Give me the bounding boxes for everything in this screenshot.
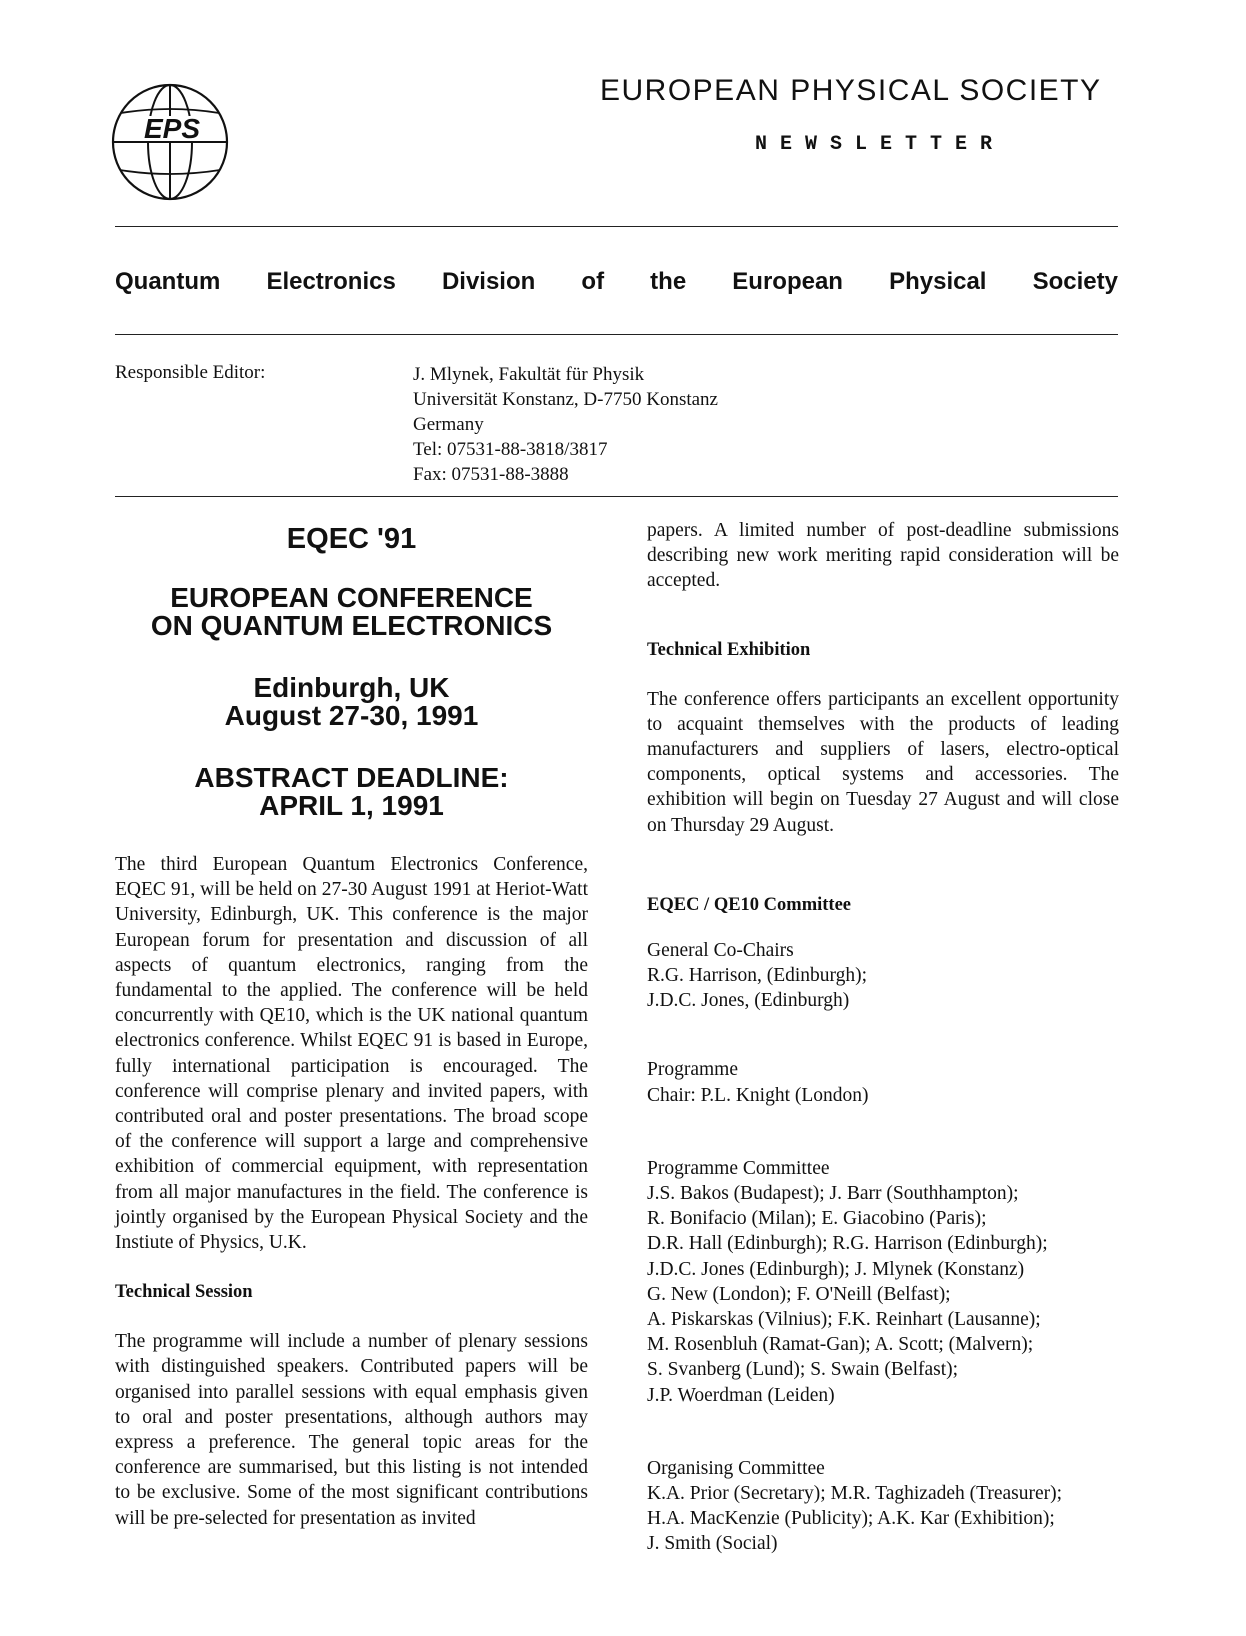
editor-address [413, 362, 718, 487]
eps-globe-logo [108, 80, 232, 204]
org-title: EUROPEAN PHYSICAL SOCIETY [600, 74, 1102, 107]
committee-line: Programme [647, 1059, 738, 1081]
division-word: Physical [889, 268, 987, 295]
division-word: Quantum [115, 268, 221, 295]
committee-line: S. Svanberg (Lund); S. Swain (Belfast); [647, 1359, 959, 1381]
committee-line: J.P. Woerdman (Leiden) [647, 1384, 835, 1406]
editor-line: Fax: 07531-88-3888 [413, 464, 569, 485]
logo-text: EPS [143, 113, 201, 144]
committee-line: Programme Committee [647, 1157, 830, 1179]
division-word: Electronics [266, 268, 396, 295]
committee-line: Organising Committee [647, 1457, 825, 1479]
divider-bottom [115, 496, 1118, 497]
committee-line: Chair: P.L. Knight (London) [647, 1084, 869, 1106]
committee-line: J.S. Bakos (Budapest); J. Barr (Southhampton); [647, 1183, 1019, 1205]
editor-line: Universität Konstanz, D-7750 Konstanz [413, 389, 718, 410]
headline-deadline [115, 764, 588, 820]
right-column [647, 518, 1119, 1557]
division-word: of [581, 268, 605, 295]
editor-label: Responsible Editor: [115, 362, 266, 383]
general-cochairs-block [647, 938, 1119, 1014]
headline-line: EUROPEAN CONFERENCE [170, 582, 533, 613]
technical-exhibition-heading: Technical Exhibition [647, 639, 811, 660]
committee-line: R. Bonifacio (Milan); E. Giacobino (Paris); [647, 1208, 987, 1230]
committee-line: K.A. Prior (Secretary); M.R. Taghizadeh (Treasurer); [647, 1483, 1063, 1505]
committee-line: M. Rosenbluh (Ramat-Gan); A. Scott; (Malvern); [647, 1334, 1034, 1356]
technical-exhibition-text: The conference offers participants an excellent opportunity to acquaint themselves with the products of leading manufacturers and suppliers of lasers, electro-optical components, optical systems and accessories. The exhibition will begin on Tuesday 27 August and will close on Thursday 29 August. [647, 688, 1119, 836]
committee-line: General Co-Chairs [647, 939, 794, 961]
technical-session-continued: papers. A limited number of post-deadline submissions describing new work meriting rapid consideration will be accepted. [647, 520, 1119, 592]
editor-line: J. Mlynek, Fakultät für Physik [413, 364, 645, 385]
left-column [115, 518, 588, 1531]
headline-line: ON QUANTUM ELECTRONICS [150, 610, 553, 641]
newsletter-label: NEWSLETTER [755, 133, 1006, 156]
division-word: European [732, 268, 843, 295]
committee-line: J.D.C. Jones (Edinburgh); J. Mlynek (Konstanz) [647, 1258, 1025, 1280]
committee-line: J.D.C. Jones, (Edinburgh) [647, 990, 850, 1012]
intro-paragraph: The third European Quantum Electronics Conference, EQEC 91, will be held on 27-30 August 1991 at Heriot-Watt University, Edinburgh, UK. This conference is the major European forum for presentation and discussion of all aspects of quantum electronics, ranging from the fundamental to the applied. The conference will be held concurrently with QE10, which is the UK national quantum electronics conference. Whilst EQEC 91 is based in Europe, fully international participation is encouraged. The conference will comprise plenary and invited papers, with contributed oral and poster presentations. The broad scope of the conference will support a large and comprehensive exhibition of commercial equipment, with representation from all major manufactures in the field. The conference is jointly organised by the European Physical Society and the Instiute of Physics, U.K. [115, 854, 588, 1254]
committee-line: D.R. Hall (Edinburgh); R.G. Harrison (Edinburgh); [647, 1233, 1048, 1255]
headline-line: ABSTRACT DEADLINE: [194, 762, 509, 793]
headline-location [115, 674, 588, 730]
division-word: Society [1032, 268, 1118, 295]
organising-committee-block [647, 1456, 1119, 1557]
committee-line: H.A. MacKenzie (Publicity); A.K. Kar (Exhibition); [647, 1508, 1055, 1530]
headline-conference [115, 584, 588, 640]
headline-title: EQEC '91 [286, 523, 417, 555]
headline-line: August 27-30, 1991 [224, 700, 479, 731]
committee-line: A. Piskarskas (Vilnius); F.K. Reinhart (Lausanne); [647, 1309, 1041, 1331]
technical-session-heading: Technical Session [115, 1282, 253, 1303]
division-word: Division [441, 268, 536, 295]
committee-line: J. Smith (Social) [647, 1533, 778, 1555]
technical-session-text: The programme will include a number of plenary sessions with distinguished speakers. Contributed papers will be organised into parallel sessions with equal emphasis given to oral and poster presentations, although authors may express a preference. The general topic areas for the conference are summarised, but this listing is not intended to be exclusive. Some of the most significant contributions will be pre-selected for presentation as invited [115, 1331, 588, 1529]
editor-line: Germany [413, 414, 484, 435]
division-banner [115, 268, 1118, 296]
committee-line: G. New (London); F. O'Neill (Belfast); [647, 1283, 951, 1305]
committee-line: R.G. Harrison, (Edinburgh); [647, 965, 868, 987]
editor-line: Tel: 07531-88-3818/3817 [413, 439, 608, 460]
divider-top [115, 226, 1118, 227]
programme-committee-block [647, 1156, 1119, 1408]
division-word: the [650, 268, 687, 295]
headline-line: Edinburgh, UK [253, 672, 450, 703]
programme-block [647, 1057, 1119, 1107]
headline-line: APRIL 1, 1991 [259, 790, 444, 821]
divider-middle [115, 334, 1118, 335]
committee-heading: EQEC / QE10 Committee [647, 894, 851, 915]
